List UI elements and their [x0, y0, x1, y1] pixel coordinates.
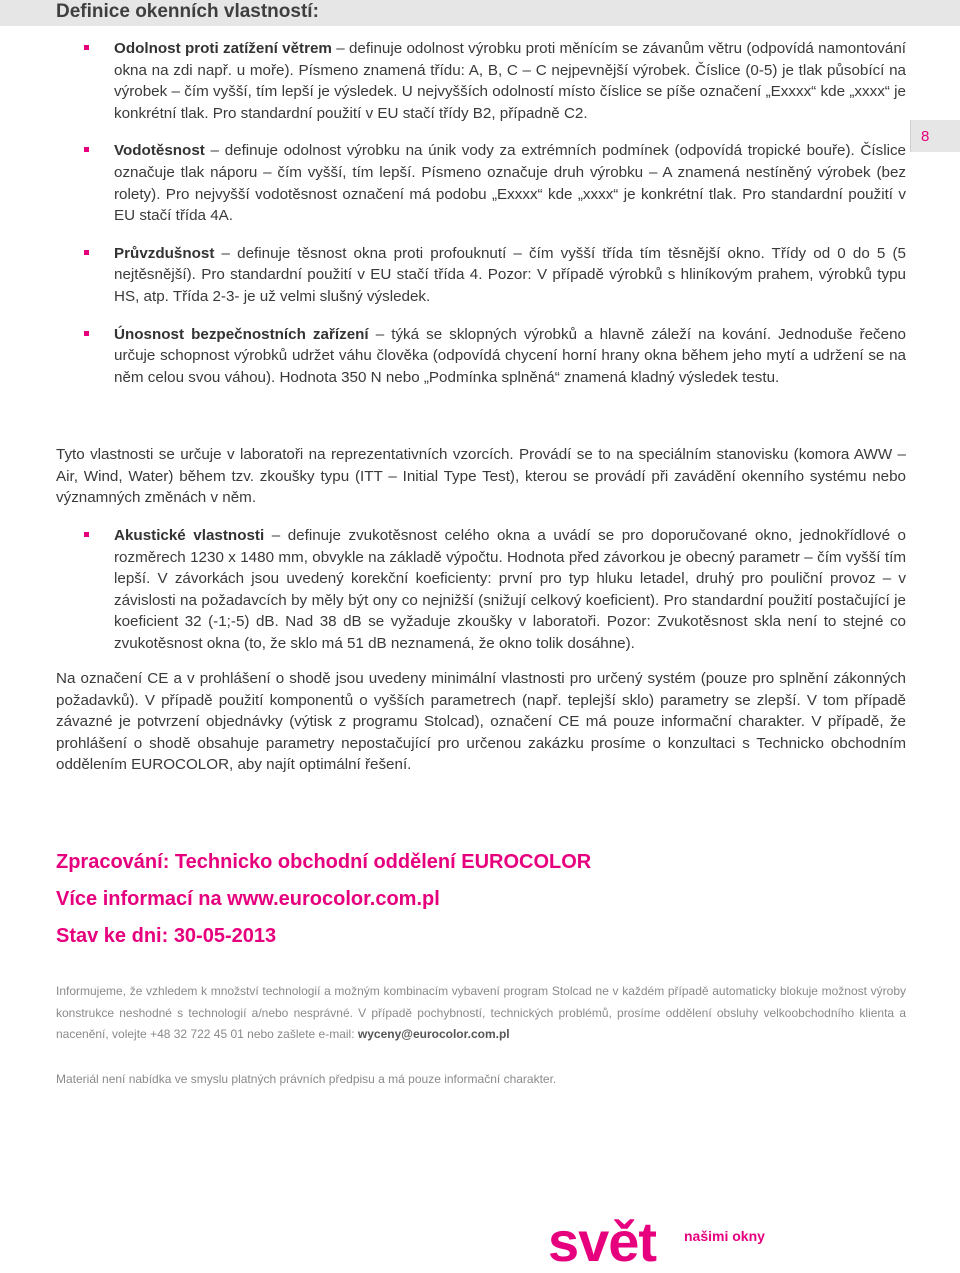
term-acoustic: Akustické vlastnosti — [114, 527, 265, 544]
material-note: Materiál není nabídka ve smyslu platných právních předpisu a má pouze informační charakter. — [56, 1072, 557, 1086]
term-air-permeability: Průvzdušnost — [114, 244, 215, 262]
definition-text: – definuje odolnost výrobku proti měnícím se závanům větru (odpovídá namontování okna na zdi např. u moře). Písmeno znamená třídu: A, B, C – C nejpevnější výrobek. Číslice (0-5) je tlak působící na výrobek – čím vyšší, tím lepší je výsledek. U nejvyšších odolností místo číslice se píše označení „Exxxx“ kde „xxxx“ je konkrétní tlak. Pro standardní použití v EU stačí třídy B2, případně C2. — [114, 40, 906, 122]
definition-text: – definuje zvukotěsnost celého okna a uvádí se pro doporučované okno, jednokřídlové o rozměrech 1230 x 1480 mm, obvykle na základě výpočtu. Hodnota před závorkou je obecný parametr – čím vyšší tím lepší. V závorkách jsou uvedený korekční koeficienty: první pro typ hluku letadel, druhý pro pouliční provoz – v závislosti na požadavcích by měly být ony co nejnižší (snižují celkový koeficient). Pro standardní použití postačující je koeficient 32 (-1;-5) dB. Nad 38 dB se vyžaduje zkoušky v laboratoři. Pozor: Zvukotěsnost skla není to stejné co zvukotěsnost okna (to, že sklo má 51 dB neznamená, že okno tolik dosáhne). — [114, 527, 907, 652]
page-number-tab — [910, 120, 960, 152]
acoustic-list — [84, 525, 906, 655]
section-heading: Definice okenních vlastností: — [56, 1, 319, 22]
term-wind-resistance: Odolnost proti zatížení větrem — [114, 40, 332, 57]
definition-text: – týká se sklopných výrobků a hlavně záleží na kování. Jednoduše řečeno určuje schopnost výrobků udržet váhu člověka (odpovídá chycení horní hrany okna během jeho mytí a udržení se na něm celou svou váhou). Hodnota 350 N nebo „Podmínka splněná“ znamená kladný výsledek testu. — [114, 325, 906, 386]
list-item — [84, 243, 906, 308]
contact-email: wyceny@eurocolor.com.pl — [357, 1027, 510, 1041]
footer-processing: Zpracování: Technicko obchodní oddělení EUROCOLOR — [56, 851, 592, 873]
definition-text: – definuje těsnost okna proti profouknutí – čím vyšší třída tím těsnější okno. Třídy od 0 do 5 (5 nejtěsnější). Pro standardní použití v EU stačí třída 4. Pozor: V případě výrobků s hliníkovým prahem, výrobků typu HS, atp. Třída 2-3- je už velmi slušný výsledek. — [114, 244, 906, 305]
logo-tagline: našimi okny — [684, 1228, 765, 1244]
paragraph-ce-marking: Na označení CE a v prohlášení o shodě jsou uvedeny minimální vlastnosti pro určený systém (pouze pro splnění zákonných požadavků). V případě použití komponentů o vyšších parametrech (např. teplejší sklo) parametry se zlepší. V tom případě závazné je potvrzení objednávky (výtisk z programu Stolcad), označení CE má pouze informační charakter. V případě, že prohlášení o shodě obsahuje parametry nepostačující pro určenou zakázku prosíme o konzultaci s Technicko obchodním oddělením EUROCOLOR, aby najít optimální řešení. — [56, 670, 906, 774]
heading-band — [0, 0, 960, 26]
term-watertightness: Vodotěsnost — [114, 142, 205, 160]
footer-date: Stav ke dni: 30-05-2013 — [56, 925, 277, 947]
logo-svet: svět — [548, 1210, 657, 1273]
page-number: 8 — [921, 128, 930, 145]
footer-more-info: Více informací na www.eurocolor.com.pl — [56, 888, 440, 910]
disclaimer-text: Informujeme, že vzhledem k množství technologií a možným kombinacím vybavení program Stolcad ne v každém případě automaticky blokuje možnost výroby konstrukce neshodné s technologií a/nebo nesprávné. V případě pochybností, technických problémů, prosíme oddělení obsluhy velkoobchodního klienta a nacenění, volejte +48 32 722 45 01 nebo zašlete e-mail: — [56, 984, 906, 1041]
definition-text: – definuje odolnost výrobku na únik vody za extrémních podmínek (odpovídá tropické bouře). Číslice označuje tlak náporu – čím vyšší, tím lepší. Písmeno označuje druh výrobku – A znamená nestíněný výrobek (bez rolety). Pro nejvyšší vodotěsnost označení má podobu „Exxxx“ kde „xxxx“ je konkrétní tlak. Pro standardní použití v EU stačí třída 4A. — [114, 142, 906, 225]
list-item — [84, 324, 906, 389]
paragraph-laboratory: Tyto vlastnosti se určuje v laboratoři na reprezentativních vzorcích. Provádí se to na speciálním stanovisku (komora AWW – Air, Wind, Water) během tzv. zkoušky typu (ITT – Initial Type Test), kterou se provádí při zavádění okenního systému nebo významných změnách v něm. — [56, 446, 906, 507]
properties-list — [84, 38, 906, 388]
list-item — [84, 38, 906, 124]
list-item — [84, 525, 906, 655]
list-item — [84, 140, 906, 226]
disclaimer — [56, 981, 906, 1046]
term-load-bearing: Únosnost bezpečnostních zařízení — [114, 325, 369, 343]
